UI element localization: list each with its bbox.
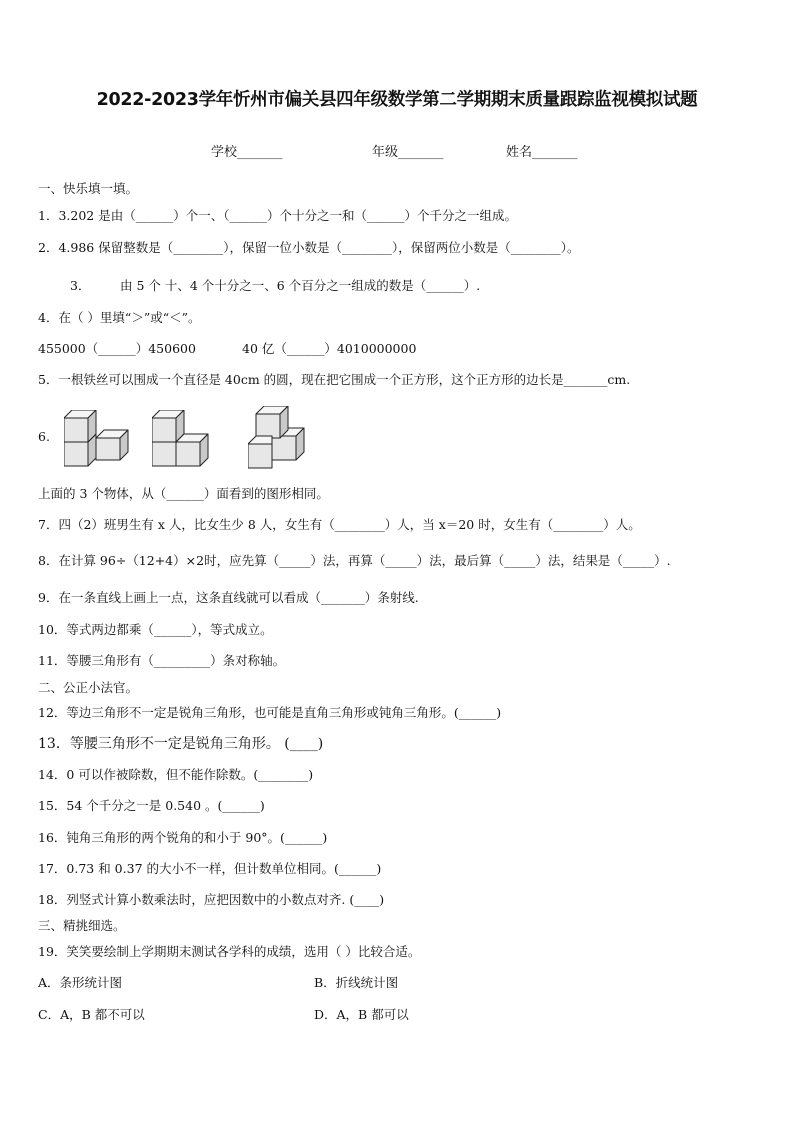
question-15: 15．54 个千分之一是 0.540 。(______) [38,798,265,813]
page-title: 2022-2023学年忻州市偏关县四年级数学第二学期期末质量跟踪监视模拟试题 [96,90,698,110]
question-7: 7．四（2）班男生有 x 人，比女生少 8 人，女生有（________）人，当 x＝20 时，女生有（________）人。 [38,517,641,532]
question-11: 11．等腰三角形有（_________）条对称轴。 [38,653,286,668]
question-18: 18．列竖式计算小数乘法时，应把因数中的小数点对齐. (____) [38,892,385,907]
school-field: 学校_______ [211,145,283,160]
cube-figure-3 [248,406,312,470]
grade-field: 年级_______ [372,145,444,160]
question-12: 12．等边三角形不一定是锐角三角形，也可能是直角三角形或钝角三角形。(______) [38,705,502,720]
question-13: 13．等腰三角形不一定是锐角三角形。 (____) [38,736,324,752]
question-3-number: 3． [70,278,91,293]
question-3: 由 5 个 十、4 个十分之一、6 个百分之一组成的数是（______）. [120,278,481,293]
question-2: 2．4.986 保留整数是（________），保留一位小数是（________），保留两位小数是（________）。 [38,240,580,255]
question-14: 14．0 可以作被除数，但不能作除数。(________) [38,767,314,782]
option-b: B．折线统计图 [314,975,399,990]
question-9: 9．在一条直线上画上一点，这条直线就可以看成（_______）条射线. [38,590,419,605]
question-1: 1．3.202 是由（______）个一、（______）个十分之一和（______）个千分之一组成。 [38,208,517,223]
section-heading-3: 三、精挑细选。 [38,918,126,933]
question-19: 19．笑笑要绘制上学期期末测试各学科的成绩，选用（ ）比较合适。 [38,944,421,959]
section-heading-2: 二、公正小法官。 [38,680,139,695]
question-10: 10．等式两边都乘（______），等式成立。 [38,622,273,637]
question-16: 16．钝角三角形的两个锐角的和小于 90°。(______) [38,830,328,845]
question-6: 上面的 3 个物体，从（______）面看到的图形相同。 [38,486,329,501]
cube-figure-1 [64,410,130,468]
section-heading-1: 一、快乐填一填。 [38,181,139,196]
question-4-part-a: 455000（______）450600 [38,341,196,356]
option-a: A．条形统计图 [38,975,123,990]
name-field: 姓名_______ [506,145,578,160]
question-5: 5．一根铁丝可以围成一个直径是 40cm 的圆，现在把它围成一个正方形，这个正方形的边长是_______cm. [38,372,631,387]
question-4-part-b: 40 亿（______）4010000000 [242,341,417,356]
question-4: 4．在（ ）里填“＞”或“＜”。 [38,310,201,325]
question-6-number: 6. [38,429,50,444]
option-d: D．A，B 都可以 [314,1007,409,1022]
question-8: 8．在计算 96÷（12+4）×2时，应先算（_____）法，再算（_____）法，最后算（_____）法，结果是（_____）. [38,553,671,568]
question-17: 17．0.73 和 0.37 的大小不一样，但计数单位相同。(______) [38,861,382,876]
option-c: C．A，B 都不可以 [38,1007,145,1022]
cube-figure-2 [152,410,210,468]
